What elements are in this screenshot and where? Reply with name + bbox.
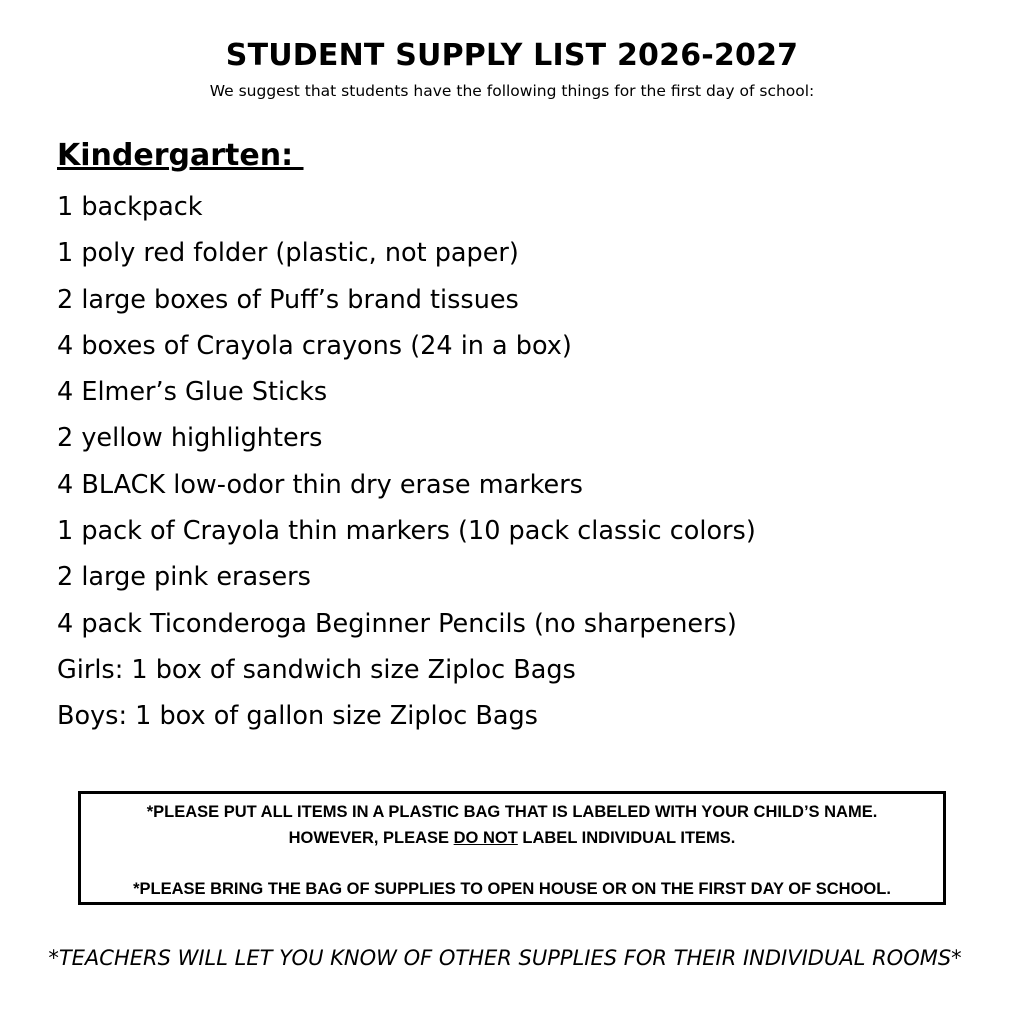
notice-line-label-bag: *PLEASE PUT ALL ITEMS IN A PLASTIC BAG THAT IS LABELED WITH YOUR CHILD’S NAME. bbox=[146, 803, 878, 821]
footer-note: *TEACHERS WILL LET YOU KNOW OF OTHER SUPPLIES FOR THEIR INDIVIDUAL ROOMS* bbox=[48, 946, 962, 970]
page-title: STUDENT SUPPLY LIST 2026-2027 bbox=[225, 38, 799, 73]
section-heading-kindergarten: Kindergarten: bbox=[57, 138, 304, 173]
supply-list bbox=[57, 184, 756, 740]
list-item: 4 boxes of Crayola crayons (24 in a box) bbox=[57, 330, 572, 361]
list-item: 1 poly red folder (plastic, not paper) bbox=[57, 238, 519, 269]
list-item: Boys: 1 box of gallon size Ziploc Bags bbox=[57, 701, 538, 732]
list-item: 2 yellow highlighters bbox=[57, 423, 323, 454]
list-item: 2 large boxes of Puff’s brand tissues bbox=[57, 284, 519, 315]
list-item: 2 large pink erasers bbox=[57, 562, 311, 593]
notice-text: HOWEVER, PLEASE bbox=[288, 829, 454, 847]
list-item: Girls: 1 box of sandwich size Ziploc Bags bbox=[57, 654, 576, 685]
notice-text: LABEL INDIVIDUAL ITEMS. bbox=[517, 829, 736, 847]
notice-box bbox=[78, 791, 946, 905]
notice-line-do-not-label bbox=[81, 825, 943, 851]
list-item: 4 Elmer’s Glue Sticks bbox=[57, 377, 328, 408]
list-item: 4 pack Ticonderoga Beginner Pencils (no sharpeners) bbox=[57, 608, 737, 639]
notice-line-bring-bag: *PLEASE BRING THE BAG OF SUPPLIES TO OPEN HOUSE OR ON THE FIRST DAY OF SCHOOL. bbox=[133, 880, 891, 898]
list-item: 1 pack of Crayola thin markers (10 pack classic colors) bbox=[57, 516, 756, 547]
page-subtitle: We suggest that students have the following things for the first day of school: bbox=[209, 82, 815, 100]
list-item: 1 backpack bbox=[57, 192, 203, 222]
list-item: 4 BLACK low-odor thin dry erase markers bbox=[57, 469, 583, 500]
notice-emphasis-do-not: DO NOT bbox=[453, 829, 518, 847]
